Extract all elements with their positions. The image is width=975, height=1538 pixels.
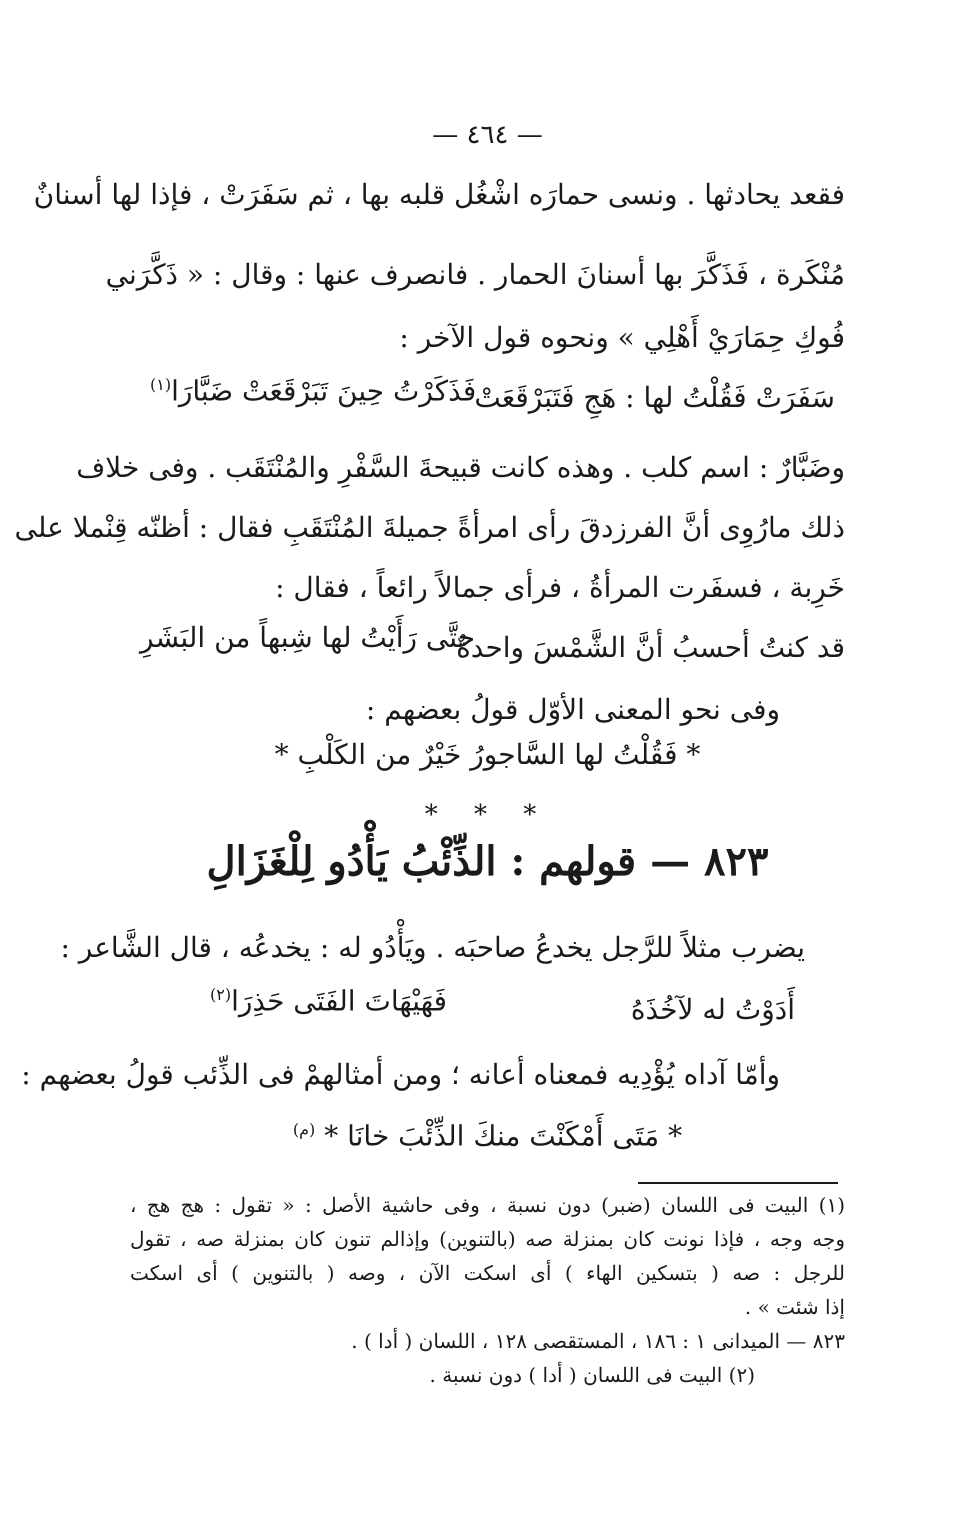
body-line-1: فقعد يحادثها . ونسى حمارَه اشْغُل قلبه بها ، ثم سَفَرَتْ ، فإذا لها أسنانٌ [33, 178, 845, 211]
footnote-2: (٢) البيت فى اللسان ( أدا ) دون نسبة . [429, 1363, 755, 1387]
body-line-4: وضَبَّارٌ : اسم كلب . وهذه كانت قبيحةَ السَّفْرِ والمُنْتَقَب . وفى خلاف [76, 451, 845, 484]
footnote-separator [638, 1182, 838, 1184]
footnote-1-line-3: للرجل : صه ( بتسكين الهاء ) أى اسكت الآن ، وصه ( بالتنوين ) أى اسكت [130, 1261, 845, 1285]
quoted-hemistich-1: * فَقُلْتُ لها السَّاجورُ خَيْرٌ من الكَلْبِ * [274, 738, 701, 771]
verse-1-second-hemistich [150, 365, 476, 411]
verse-3-first-hemistich: أَدَوْتُ له لآخُذَهُ [630, 993, 795, 1026]
body-line-5: ذلك مارُوِى أنَّ الفرزدقَ رأى امرأةً جميلةَ المُنْتَقَبِ فقال : أظنّه قِنْملا على [14, 511, 845, 544]
body-line-9: وأمّا آداه يُؤْدِيه فمعناه أعانه ؛ ومن أمثالهمْ فى الذِّئب قولُ بعضهم : [21, 1058, 780, 1091]
body-line-8: يضرب مثلاً للرَّجل يخدعُ صاحبَه . ويَأْدُو له : يخدعُه ، قال الشَّاعر : [60, 931, 805, 964]
quoted-hemistich-2 [0, 1110, 975, 1156]
footnote-marker-2: (٢) [210, 985, 232, 1004]
section-divider: * * * [424, 800, 551, 830]
footnote-reference: ٨٢٣ — الميدانى ١ : ١٨٦ ، المستقصى ١٢٨ ، اللسان ( أدا ) . [351, 1329, 845, 1353]
verse-3-second-text: فَهَيْهَاتَ الفَتَى حَذِرَا [231, 984, 447, 1018]
body-line-3: فُوكِ حِمَارَيْ أَهْلِي » ونحوه قول الآخر : [399, 321, 845, 354]
footnote-marker-1: (١) [150, 375, 172, 394]
footnote-1-line-1: (١) البيت فى اللسان (ضبر) دون نسبة ، وفى حاشية الأصل : « تقول : هج هج ، [130, 1193, 845, 1217]
verse-2-second-hemistich: حتَّى رَأَيْتُ لها شِبهاً من البَشَرِ [140, 621, 476, 654]
verse-3-second-hemistich [210, 975, 447, 1021]
quoted-hemistich-2-text: * مَتَى أَمْكَنْتَ منكَ الذِّئْبَ خانَا * [324, 1119, 683, 1153]
body-line-2: مُنْكَرة ، فَذَكَّرَ بها أسنانَ الحمار . فانصرف عنها : وقال : « ذَكَّرَني [105, 258, 845, 291]
body-line-7: وفى نحو المعنى الأوّل قولُ بعضهم : [365, 693, 780, 726]
verse-1-first-hemistich: سَفَرَتْ فَقُلْتُ لها : هَجِ فَتَبَرْقَعَتْ [474, 381, 835, 414]
footnote-1-line-2: وجه وجه ، فإذا نونت كان بمنزلة صه (بالتنوين) وإذالم تنون كان بمنزلة صه ، تقول [130, 1227, 845, 1251]
page-number: — ٤٦٤ — [432, 120, 543, 150]
body-line-6: خَرِبة ، فسفَرت المرأةُ ، فرأى جمالاً رائعاً ، فقال : [275, 571, 845, 604]
proverb-heading: ٨٢٣ — قولهم : الذِّئْبُ يَأْدُو لِلْغَزَالِ [206, 838, 769, 885]
verse-1-second-text: فَذَكَرْتُ حِينَ تَبَرْقَعَتْ ضَبَّارَا [171, 374, 477, 408]
marker-m: (م) [292, 1120, 316, 1139]
verse-2-first-hemistich: قد كنتُ أحسبُ أنَّ الشَّمْسَ واحدةٌ [456, 631, 845, 664]
footnote-1-line-4: إذا شئت » . [744, 1295, 845, 1319]
